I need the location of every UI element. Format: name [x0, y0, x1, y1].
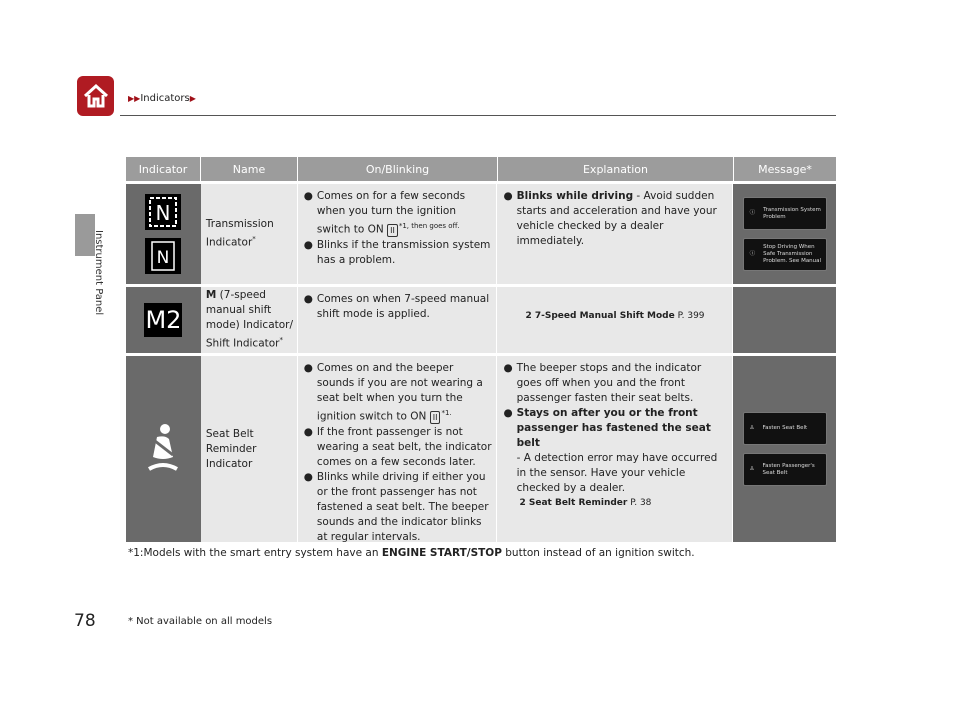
message-display: ♙ Fasten Seat Belt: [743, 412, 827, 445]
col-name: Name: [201, 157, 298, 181]
on-blinking-cell: ● Comes on for a few seconds when you turn the ignition switch to ON II $^{*1, then goes off.}$ ● Blinks if the transmission system has a problem.: [298, 184, 497, 284]
col-explanation: Explanation: [498, 157, 734, 181]
warning-icon: ⓘ: [749, 210, 756, 216]
indicator-cell: [126, 356, 201, 542]
svg-text:N: N: [155, 201, 171, 225]
explanation-cell: [497, 287, 732, 353]
transmission-n-icon: [145, 194, 181, 230]
table-row: [126, 184, 836, 284]
message-cell: [733, 287, 836, 353]
indicator-cell: [126, 287, 201, 353]
reference-link[interactable]: 2 7-Speed Manual Shift Mode P. 399: [525, 311, 705, 321]
col-on-blinking: On/Blinking: [298, 157, 498, 181]
col-message: Message*: [758, 162, 812, 176]
seat-belt-small-icon: ♙: [749, 466, 755, 472]
name-cell: Seat Belt Reminder Indicator: [201, 356, 297, 542]
m2-icon: M2: [144, 303, 182, 337]
explanation-cell: ● Blinks while driving - Avoid sudden starts and acceleration and have your vehicle checked by a dealer immediately.: [497, 184, 732, 284]
availability-note: * Not available on all models: [128, 616, 273, 627]
message-display: ⓘ Stop Driving When Safe Transmission Problem. See Manual: [743, 238, 827, 271]
seat-belt-icon: [143, 423, 183, 475]
breadcrumb[interactable]: ▶▶Indicators▶: [128, 93, 196, 104]
name-cell: Transmission Indicator*: [201, 184, 297, 284]
col-indicator: Indicator: [126, 157, 201, 181]
table-row: [126, 356, 836, 542]
table-row: [126, 287, 836, 353]
seat-belt-small-icon: ♙: [749, 425, 755, 431]
on-blinking-cell: ● Comes on when 7-speed manual shift mode is applied.: [298, 287, 497, 353]
home-icon: [82, 83, 110, 109]
message-cell: [733, 356, 836, 542]
indicator-cell: [126, 184, 201, 284]
indicator-table: [126, 157, 836, 542]
table-header: [126, 157, 836, 181]
header-divider: [120, 115, 836, 116]
message-display: ⓘ Transmission System Problem: [743, 197, 827, 230]
name-cell: M (7-speed manual shift mode) Indicator/ Shift Indicator*: [201, 287, 297, 353]
transmission-d-icon: [145, 238, 181, 274]
message-cell: [733, 184, 836, 284]
footnote: *1:Models with the smart entry system have an ENGINE START/STOP button instead of an ignition switch.: [128, 547, 695, 559]
reference-link[interactable]: 2 Seat Belt Reminder P. 38: [519, 498, 652, 508]
on-blinking-cell: ● Comes on and the beeper sounds if you are not wearing a seat belt when you turn the ignition switch to ON II $^{*1.}$ ● If the front passenger is not wearing a seat belt, the indicator comes on a few seconds later. ● Blinks while driving if either you or the front passenger has not fastened a seat belt. The beeper sounds and the indicator blinks at regular intervals.: [298, 356, 497, 542]
page-number: 78: [74, 611, 96, 631]
svg-text:N: N: [157, 248, 170, 268]
home-button[interactable]: [77, 76, 114, 116]
warning-icon: ⓘ: [749, 251, 756, 257]
side-tab-label: Instrument Panel: [93, 230, 104, 316]
message-display: ♙ Fasten Passenger's Seat Belt: [743, 453, 827, 486]
explanation-cell: ● The beeper stops and the indicator goes off when you and the front passenger fasten their seat belts. ● Stays on after you or the front passenger has fastened the seat belt - A detection error may have occurred in the sensor. Have your vehicle checked by a dealer. 2 Seat Belt Reminder P. 38: [497, 356, 732, 542]
